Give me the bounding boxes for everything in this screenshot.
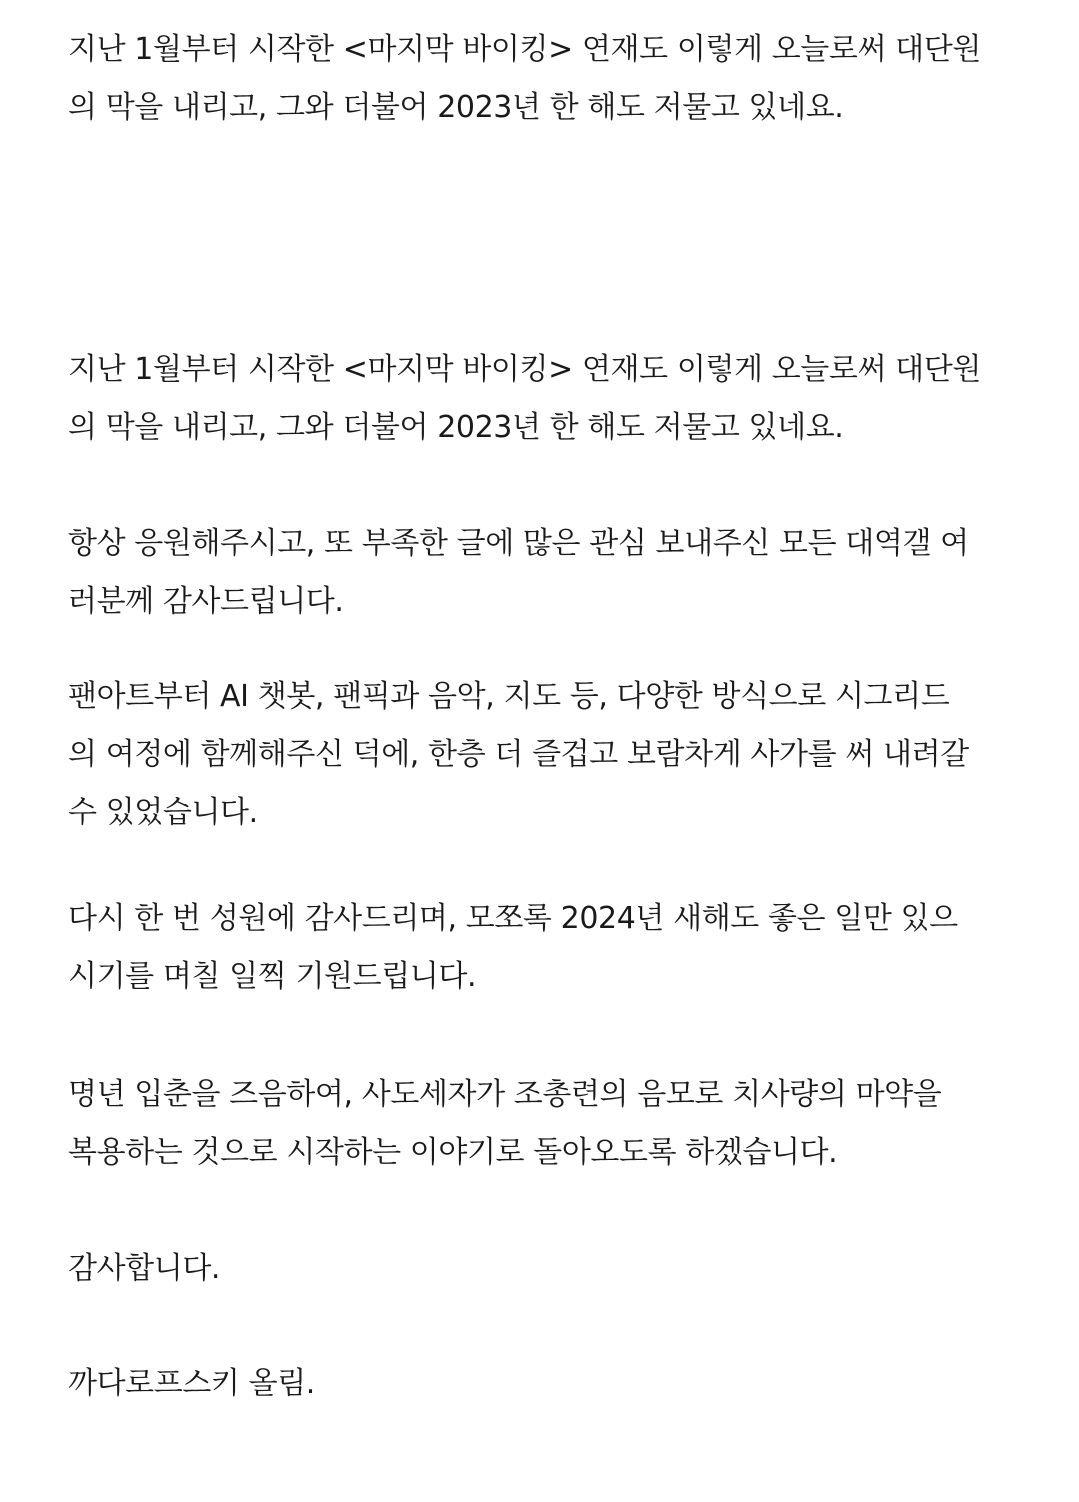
paragraph-thanks-contributions: 팬아트부터 AI 챗봇, 팬픽과 음악, 지도 등, 다양한 방식으로 시그리드 의 여정에 함께해주신 덕에, 한층 더 즐겁고 보람차게 사가를 써 내려갈 수 있었습니다. — [68, 679, 969, 830]
author-signature: 까다로프스키 올림. — [68, 1366, 315, 1401]
paragraph-next-story: 명년 입춘을 즈음하여, 사도세자가 조총련의 음모로 치사량의 마약을 복용하는 것으로 시작하는 이야기로 돌아오도록 하겠습니다. — [68, 1077, 942, 1170]
paragraph-new-year-wishes: 다시 한 번 성원에 감사드리며, 모쪼록 2024년 새해도 좋은 일만 있으 시기를 며칠 일찍 기원드립니다. — [68, 901, 958, 994]
paragraph-intro-repeat: 지난 1월부터 시작한 <마지막 바이킹> 연재도 이렇게 오늘로써 대단원 의 막을 내리고, 그와 더불어 2023년 한 해도 저물고 있네요. — [68, 352, 981, 445]
paragraph-thanks-readers: 항상 응원해주시고, 또 부족한 글에 많은 관심 보내주신 모든 대역갤 여 러분께 감사드립니다. — [68, 526, 969, 619]
paragraph-intro: 지난 1월부터 시작한 <마지막 바이킹> 연재도 이렇게 오늘로써 대단원 의 막을 내리고, 그와 더불어 2023년 한 해도 저물고 있네요. — [68, 32, 981, 125]
paragraph-closing-thanks: 감사합니다. — [68, 1251, 221, 1286]
